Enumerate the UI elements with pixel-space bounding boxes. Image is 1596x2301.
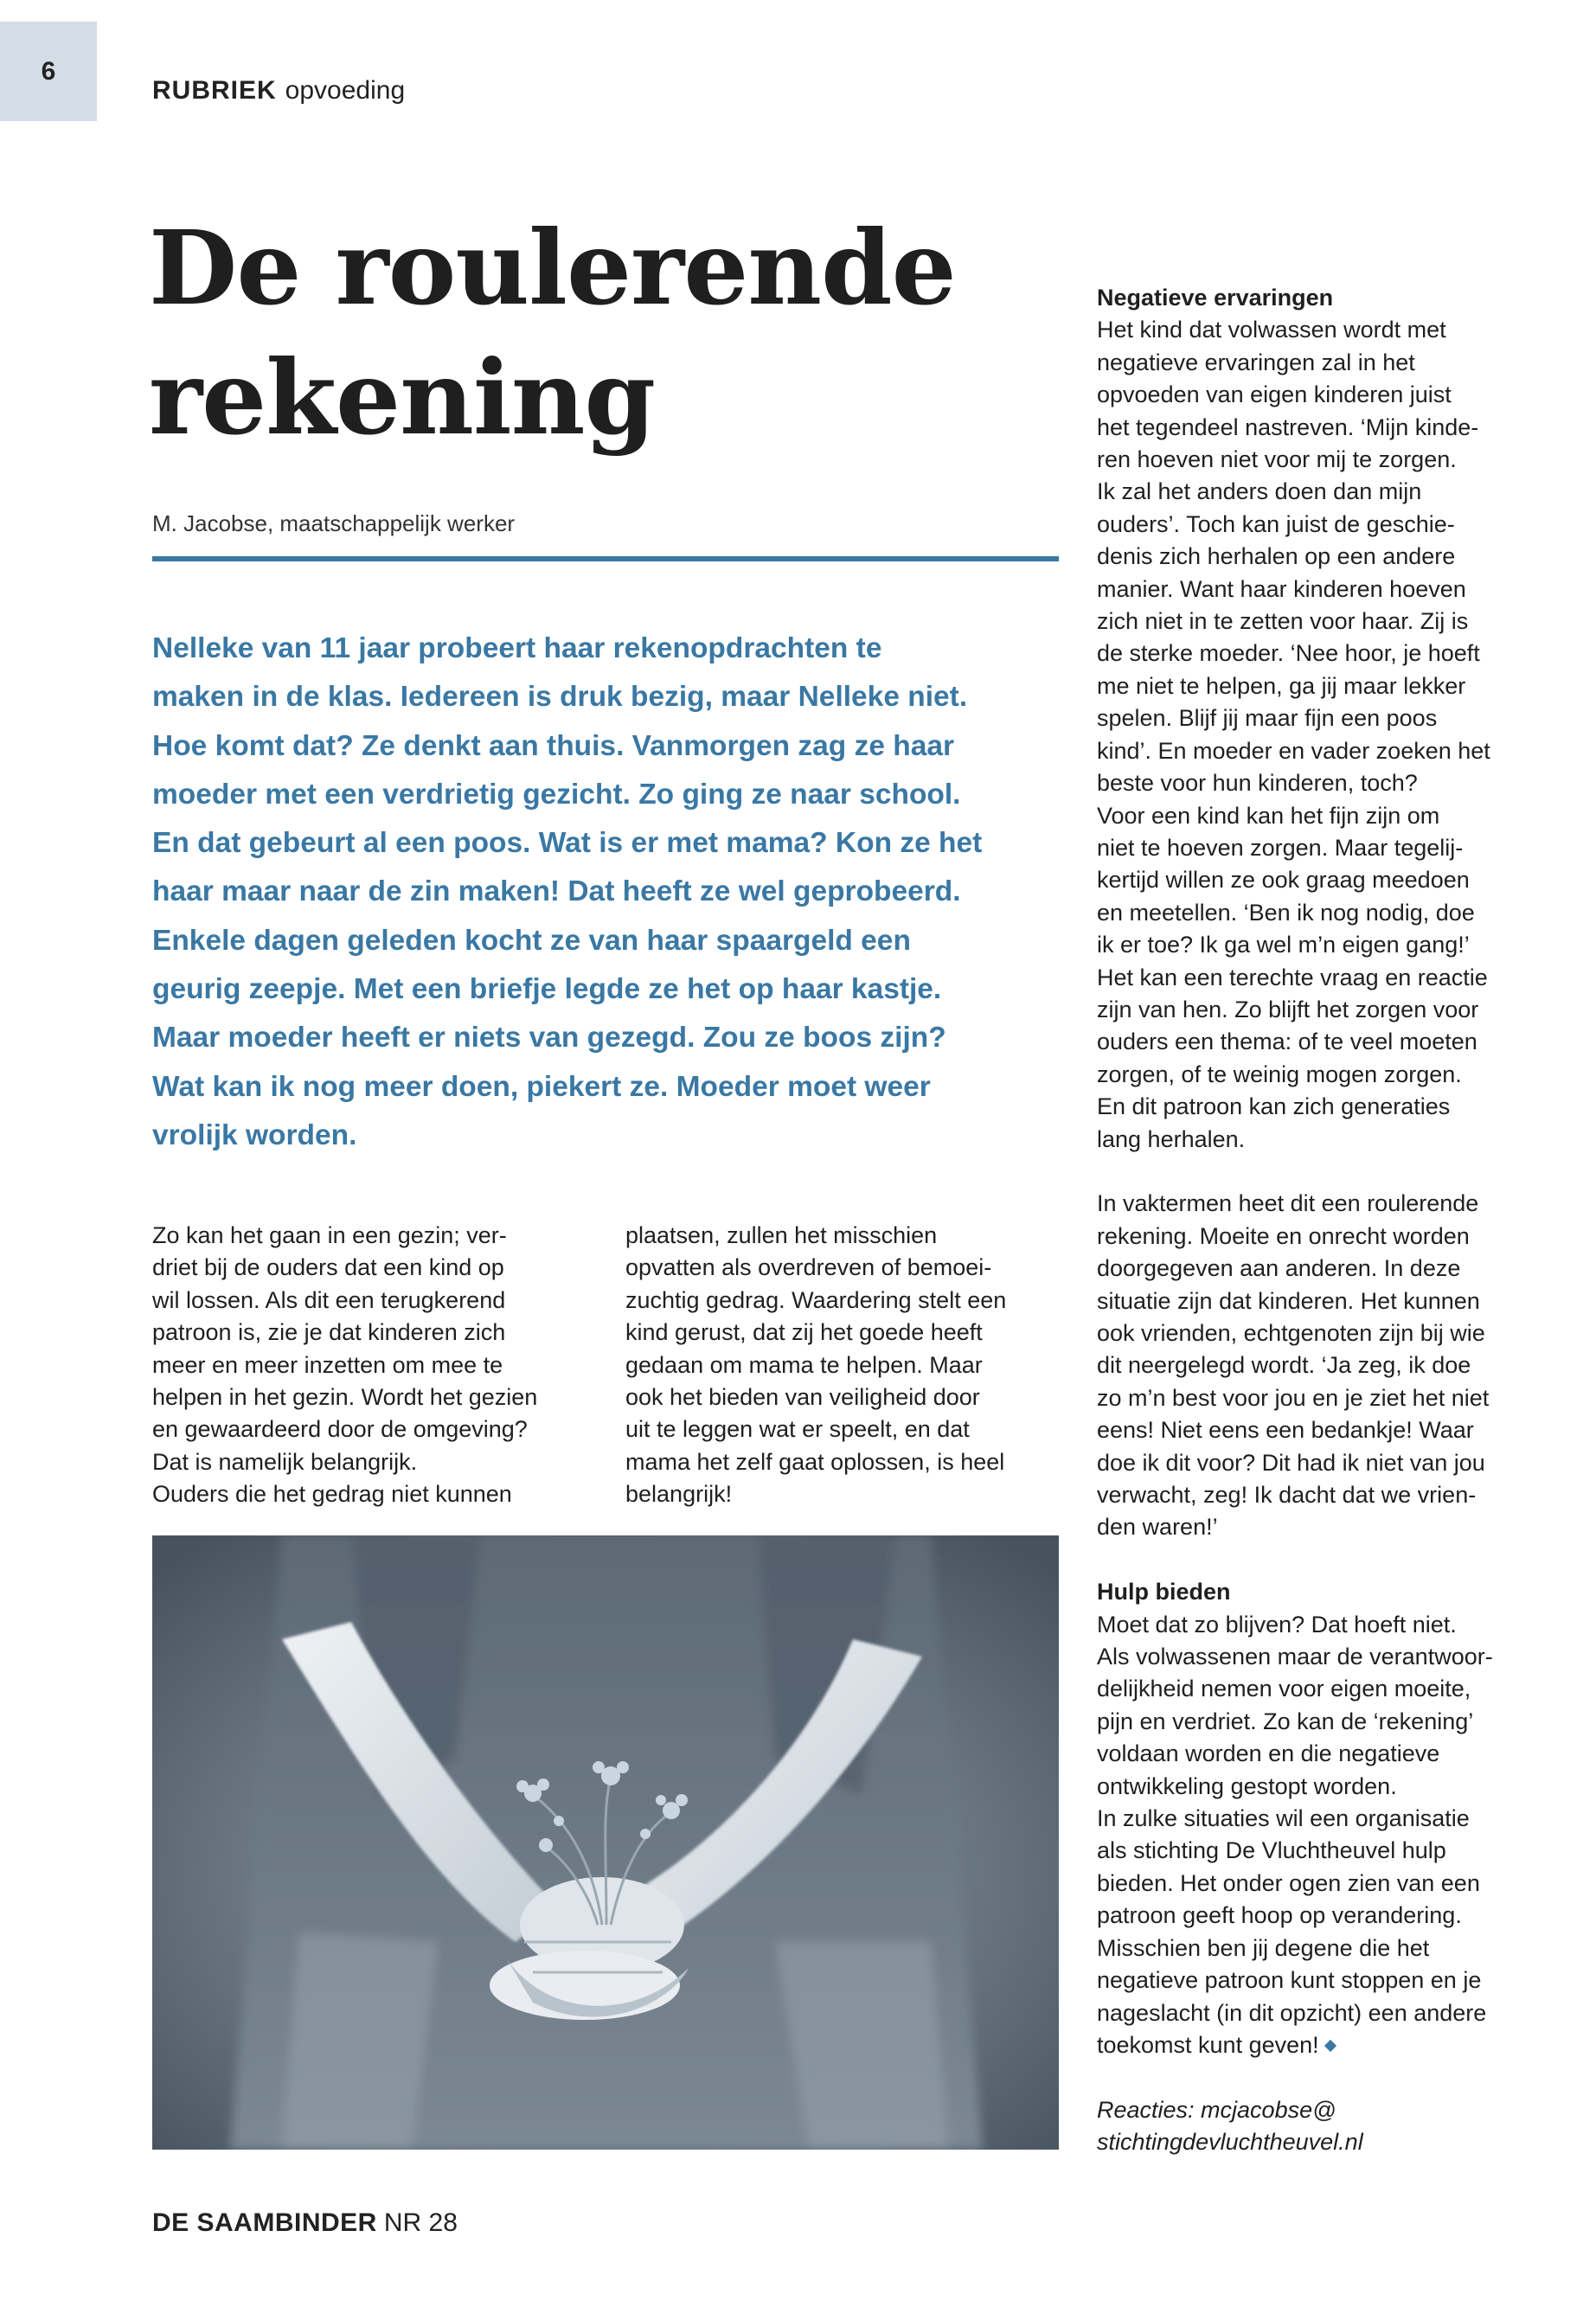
body-line: doe ik dit voor? Dit had ik niet van jou [1097,1449,1485,1476]
body-line: Zo kan het gaan in een gezin; ver- [152,1222,507,1248]
body-line: In vaktermen heet dit een roulerende [1097,1190,1479,1217]
body-line: ouders’. Toch kan juist de geschie- [1097,510,1455,537]
body-line: en meetellen. ‘Ben ik nog nodig, doe [1097,899,1475,926]
body-line: negatieve ervaringen zal in het [1097,349,1415,375]
body-line: Het kan een terechte vraag en reactie [1097,964,1488,990]
closing-text: toekomst kunt geven! [1097,2031,1319,2058]
body-line: ook het bieden van veiligheid door [625,1384,980,1411]
section-heading-hulp-bieden: Hulp bieden [1097,1579,1231,1606]
author-byline: M. Jacobse, maatschappelijk werker [152,510,516,536]
magazine-name: DE SAAMBINDER [152,2208,377,2237]
body-line: Ik zal het anders doen dan mijn [1097,478,1422,505]
paragraph-gap [1097,1544,1564,1576]
body-line: patroon is, zie je dat kinderen zich [152,1319,506,1346]
title-line: rekening [149,337,655,458]
body-line: Voor een kind kan het fijn zijn om [1097,802,1440,829]
body-line: beste voor hun kinderen, toch? [1097,770,1418,797]
body-line: den waren!’ [1097,1514,1218,1541]
body-line: Dat is namelijk belangrijk. [152,1448,418,1475]
body-column-2 [625,1220,1075,1511]
body-line: uit te leggen wat er speelt, en dat [625,1416,970,1443]
body-line: zijn van hen. Zo blijft het zorgen voor [1097,996,1479,1022]
reactions-line: Reacties: mcjacobse@ [1097,2096,1336,2123]
body-line: delijkheid nemen voor eigen moeite, [1097,1676,1471,1702]
body-line: plaatsen, zullen het misschien [625,1222,938,1248]
body-line: In zulke situaties wil een organisatie [1097,1805,1470,1832]
body-line: ik er toe? Ik ga wel m’n eigen gang!’ [1097,932,1470,958]
intro-line: En dat gebeurt al een poos. Wat is er met mama? Kon ze het [152,827,983,860]
body-line: lang herhalen. [1097,1125,1246,1152]
body-line: manier. Want haar kinderen hoeven [1097,575,1466,602]
intro-line: maken in de klas. Iedereen is druk bezig, maar Nelleke niet. [152,681,968,714]
footer [152,2208,458,2238]
body-line: als stichting De Vluchtheuvel hulp [1097,1837,1446,1864]
body-line: rekening. Moeite en onrecht worden [1097,1222,1470,1249]
body-line: bieden. Het onder ogen zien van een [1097,1869,1480,1896]
intro-paragraph [152,625,1069,1160]
intro-line: haar maar naar de zin maken! Dat heeft ze wel geprobeerd. [152,875,961,908]
body-line: kind’. En moeder en vader zoeken het [1097,737,1490,764]
body-line: gedaan om mama te helpen. Maar [625,1351,983,1378]
body-line: zorgen, of te weinig mogen zorgen. [1097,1061,1462,1087]
body-line: me niet te helpen, ga jij maar lekker [1097,672,1466,699]
title-divider [152,556,1059,561]
body-line: het tegendeel nastreven. ‘Mijn kinde- [1097,413,1479,440]
body-line: ook vrienden, echtgenoten zijn bij wie [1097,1319,1485,1346]
body-line: zo m’n best voor jou en je ziet het niet [1097,1384,1490,1411]
body-line: nageslacht (in dit opzicht) een andere [1097,1999,1487,2026]
rubric-header [152,76,405,106]
intro-line: Nelleke van 11 jaar probeert haar rekenopdrachten te [152,632,882,664]
reactions-line: stichtingdevluchtheuvel.nl [1097,2129,1363,2156]
body-line: eens! Niet eens een bedankje! Waar [1097,1417,1474,1444]
photo-child-holding-flowers [152,1535,1059,2150]
intro-line: Hoe komt dat? Ze denkt aan thuis. Vanmorgen zag ze haar [152,729,955,762]
intro-line: Enkele dagen geleden kocht ze van haar spaargeld een [152,924,911,957]
rubric-label: RUBRIEK [152,76,277,105]
body-line: En dit patroon kan zich generaties [1097,1093,1451,1120]
end-mark-diamond-icon [1324,2040,1336,2052]
body-line: zich niet in te zetten voor haar. Zij is [1097,608,1469,635]
body-line: doorgegeven aan anderen. In deze [1097,1255,1461,1282]
body-line: dit neergelegd wordt. ‘Ja zeg, ik doe [1097,1352,1471,1379]
body-line: kind gerust, dat zij het goede heeft [625,1319,983,1346]
body-line: en gewaardeerd door de omgeving? [152,1416,528,1443]
body-line: meer en meer inzetten om mee te [152,1351,503,1378]
body-line-last [1097,2029,1564,2061]
rubric-topic: opvoeding [285,76,406,105]
body-line: Ouders die het gedrag niet kunnen [152,1481,512,1508]
body-line: niet te hoeven zorgen. Maar tegelij- [1097,834,1464,861]
body-line: denis zich herhalen op een andere [1097,543,1456,570]
body-line: helpen in het gezin. Wordt het gezien [152,1384,538,1411]
body-line: Als volwassenen maar de verantwoor- [1097,1644,1493,1670]
body-line: situatie zijn dat kinderen. Het kunnen [1097,1287,1480,1314]
body-line: patroon geeft hoop op verandering. [1097,1902,1462,1929]
body-line: driet bij de ouders dat een kind op [152,1254,504,1281]
body-column-1 [152,1220,602,1511]
body-line: voldaan worden en die negatieve [1097,1740,1440,1767]
body-line: Moet dat zo blijven? Dat hoeft niet. [1097,1611,1457,1638]
body-line: ontwikkeling gestopt worden. [1097,1772,1397,1799]
article-photo [152,1535,1059,2150]
body-line: Misschien ben jij degene die het [1097,1934,1430,1961]
body-line: spelen. Blijf jij maar fijn een poos [1097,705,1438,732]
body-line: zuchtig gedrag. Waardering stelt een [625,1286,1007,1313]
body-line: pijn en verdriet. Zo kan de ‘rekening’ [1097,1708,1474,1734]
intro-line: moeder met een verdrietig gezicht. Zo ging ze naar school. [152,778,961,811]
paragraph-gap [1097,2061,1564,2093]
body-line: wil lossen. Als dit een terugkerend [152,1286,506,1313]
page-number: 6 [0,22,97,121]
body-line: ren hoeven niet voor mij te zorgen. [1097,446,1457,473]
intro-line: Maar moeder heeft er niets van gezegd. Zou ze boos zijn? [152,1022,946,1054]
section-heading-negatieve-ervaringen: Negatieve ervaringen [1097,285,1334,311]
intro-line: Wat kan ik nog meer doen, piekert ze. Moeder moet weer [152,1070,931,1103]
body-line: opvoeden van eigen kinderen juist [1097,381,1452,408]
paragraph-gap [1097,1156,1564,1188]
body-line: de sterke moeder. ‘Nee hoor, je hoeft [1097,640,1480,667]
body-column-3 [1097,282,1564,2159]
article-title [149,203,1048,463]
title-line: De roulerende [149,208,956,328]
body-line: mama het zelf gaat oplossen, is heel [625,1448,1005,1475]
body-line: Het kind dat volwassen wordt met [1097,317,1446,343]
body-line: belangrijk! [625,1481,733,1508]
issue-number: NR 28 [383,2208,458,2237]
body-line: negatieve patroon kunt stoppen en je [1097,1967,1482,1994]
body-line: kertijd willen ze ook graag meedoen [1097,867,1470,894]
body-line: opvatten als overdreven of bemoei- [625,1254,992,1281]
body-line: verwacht, zeg! Ik dacht dat we vrien- [1097,1482,1477,1509]
intro-line: geurig zeepje. Met een briefje legde ze het op haar kastje. [152,973,942,1006]
intro-line: vrolijk worden. [152,1118,357,1151]
body-line: ouders een thema: of te veel moeten [1097,1029,1477,1055]
